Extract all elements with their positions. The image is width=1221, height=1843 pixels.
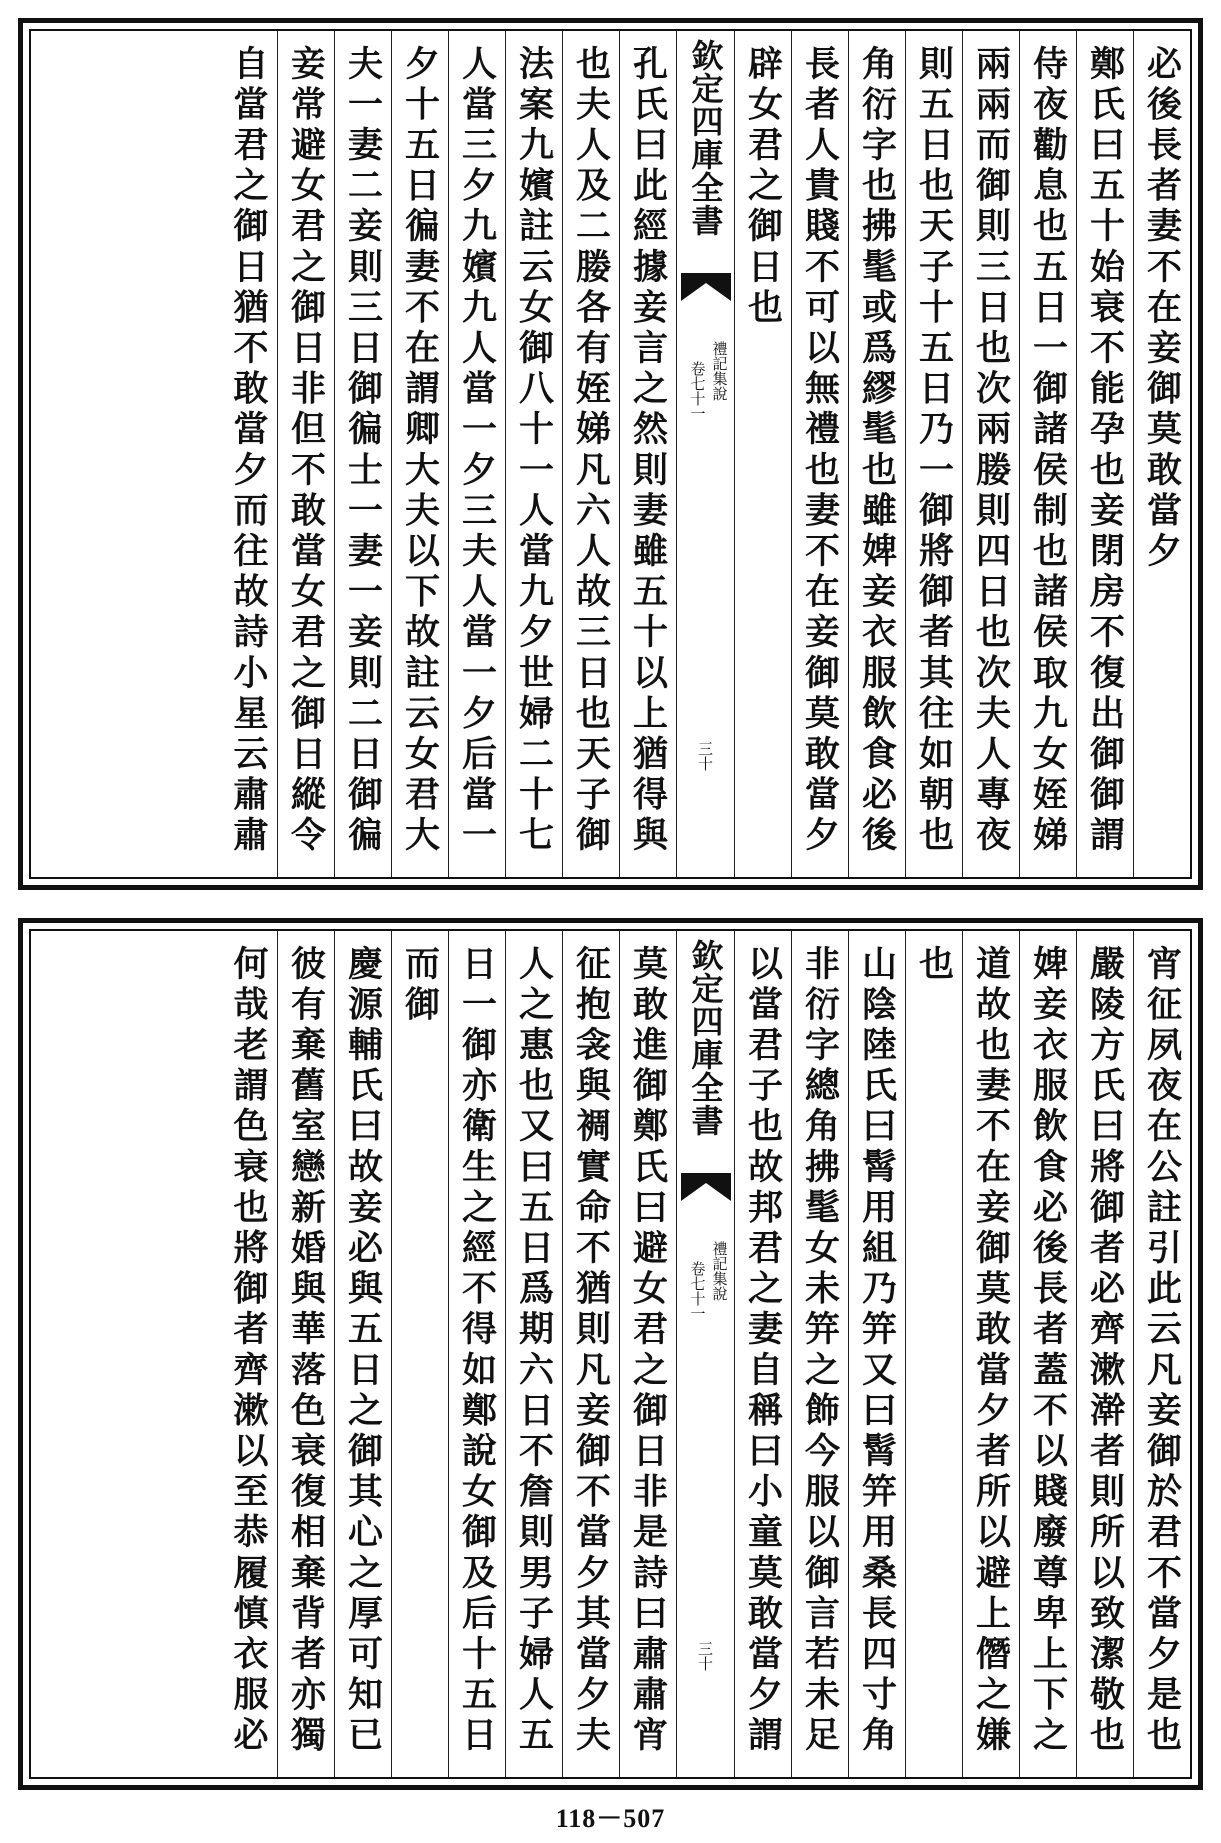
text-column <box>277 31 334 877</box>
text-column <box>1133 31 1190 877</box>
text-column <box>734 31 791 877</box>
text-column <box>334 31 391 877</box>
column-text: 人之惠也又曰五日爲期六日不詹則男子婦人五 <box>513 945 555 1757</box>
lower-page-inner-border <box>29 929 1192 1779</box>
text-column <box>962 931 1019 1777</box>
upper-page-columns <box>31 31 1190 877</box>
text-column <box>962 31 1019 877</box>
text-column <box>791 931 848 1777</box>
lower-page-columns <box>31 931 1190 1777</box>
column-text: 則五日也天子十五日乃一御將御者其往如朝也 <box>913 45 955 857</box>
text-column <box>562 931 619 1777</box>
center-fold-column <box>676 31 734 877</box>
text-column <box>1019 931 1076 1777</box>
column-text: 莫敢進御鄭氏曰避女君之御日非是詩曰肅肅宵 <box>627 945 669 1757</box>
text-column <box>1076 31 1133 877</box>
column-text: 宵征夙夜在公註引此云凡妾御於君不當夕是也 <box>1141 945 1183 1757</box>
text-column <box>619 31 676 877</box>
text-column <box>334 931 391 1777</box>
text-column <box>391 31 448 877</box>
column-text: 侍夜勸息也五日一御諸侯制也諸侯取九女姪娣 <box>1027 45 1069 857</box>
column-text: 人當三夕九嬪九人當一夕三夫人當一夕后當一 <box>456 45 498 857</box>
column-text: 婢妾衣服飲食必後長者蓋不以賤廢尊卑上下之 <box>1027 945 1069 1757</box>
text-column <box>791 31 848 877</box>
column-text: 道故也妻不在妾御莫敢當夕者所以避上僭之嫌 <box>970 945 1012 1757</box>
fishtail-mark-icon <box>681 273 731 301</box>
column-text: 夫一妻二妾則三日御徧士一妻一妾則二日御徧 <box>342 45 384 857</box>
column-text: 夕十五日徧妻不在謂卿大夫以下故註云女君大 <box>399 45 441 857</box>
column-text: 日一御亦衛生之經不得如鄭說女御及后十五日 <box>456 945 498 1757</box>
column-text: 自當君之御日猶不敢當夕而往故詩小星云肅肅 <box>228 45 269 857</box>
text-column <box>848 31 905 877</box>
column-text: 而御 <box>399 945 441 1027</box>
upper-page-frame <box>18 18 1203 890</box>
text-column <box>505 31 562 877</box>
column-text: 何哉老謂色衰也將御者齊漱以至恭履慎衣服必 <box>228 945 269 1757</box>
collection-title: 欽定四庫全書 <box>686 939 725 1137</box>
text-column <box>448 931 505 1777</box>
column-text: 慶源輔氏曰故妾必與五日之御其心之厚可知已 <box>342 945 384 1757</box>
column-text: 角衍字也拂髦或爲繆髦也雖婢妾衣服飲食必後 <box>856 45 898 857</box>
column-text: 以當君子也故邦君之妻自稱曰小童莫敢當夕謂 <box>742 945 784 1757</box>
text-column <box>848 931 905 1777</box>
column-text: 必後長者妻不在妾御莫敢當夕 <box>1141 45 1183 573</box>
text-column <box>277 931 334 1777</box>
column-text: 嚴陵方氏曰將御者必齊漱澣者則所以致潔敬也 <box>1084 945 1126 1757</box>
column-text: 也夫人及二媵各有姪娣凡六人故三日也天子御 <box>570 45 612 857</box>
column-text: 鄭氏曰五十始衰不能孕也妾閉房不復出御御謂 <box>1084 45 1126 857</box>
column-text: 山陰陸氏曰髾用組乃笄又曰髾笄用桑長四寸角 <box>856 945 898 1757</box>
column-text: 也 <box>913 945 955 986</box>
column-text: 非衍字總角拂髦女未笄之飾今服以御言若未足 <box>799 945 841 1757</box>
leaf-number: 三十 <box>696 1641 714 1671</box>
text-column <box>505 931 562 1777</box>
column-text: 兩兩而御則三日也次兩媵則四日也次夫人專夜 <box>970 45 1012 857</box>
text-column <box>562 31 619 877</box>
leaf-number: 三十 <box>696 741 714 771</box>
text-column <box>1076 931 1133 1777</box>
text-column <box>905 31 962 877</box>
volume-number: 卷七十一 <box>688 361 707 421</box>
text-column <box>1133 931 1190 1777</box>
text-column <box>1019 31 1076 877</box>
column-text: 征抱衾與裯實命不猶則凡妾御不當夕其當夕夫 <box>570 945 612 1757</box>
text-column <box>220 931 277 1777</box>
page-number: 118－507 <box>555 1804 666 1833</box>
upper-page-inner-border <box>29 29 1192 879</box>
lower-page-frame <box>18 918 1203 1790</box>
book-title: 禮記集說 <box>710 341 729 401</box>
text-column <box>905 931 962 1777</box>
text-column <box>619 931 676 1777</box>
collection-title: 欽定四庫全書 <box>686 39 725 237</box>
column-text: 妾常避女君之御日非但不敢當女君之御日縱令 <box>285 45 327 857</box>
text-column <box>448 31 505 877</box>
center-fold-column <box>676 931 734 1777</box>
column-text: 孔氏曰此經據妾言之然則妻雖五十以上猶得與 <box>627 45 669 857</box>
text-column <box>220 31 277 877</box>
column-text: 辟女君之御日也 <box>742 45 784 330</box>
text-column <box>391 931 448 1777</box>
volume-number: 卷七十一 <box>688 1261 707 1321</box>
fishtail-mark-icon <box>681 1173 731 1201</box>
book-title: 禮記集說 <box>710 1241 729 1301</box>
column-text: 法案九嬪註云女御八十一人當九夕世婦二十七 <box>513 45 555 857</box>
text-column <box>734 931 791 1777</box>
column-text: 長者人貴賤不可以無禮也妻不在妾御莫敢當夕 <box>799 45 841 857</box>
column-text: 彼有棄舊室戀新婚與華落色衰復相棄背者亦獨 <box>285 945 327 1757</box>
